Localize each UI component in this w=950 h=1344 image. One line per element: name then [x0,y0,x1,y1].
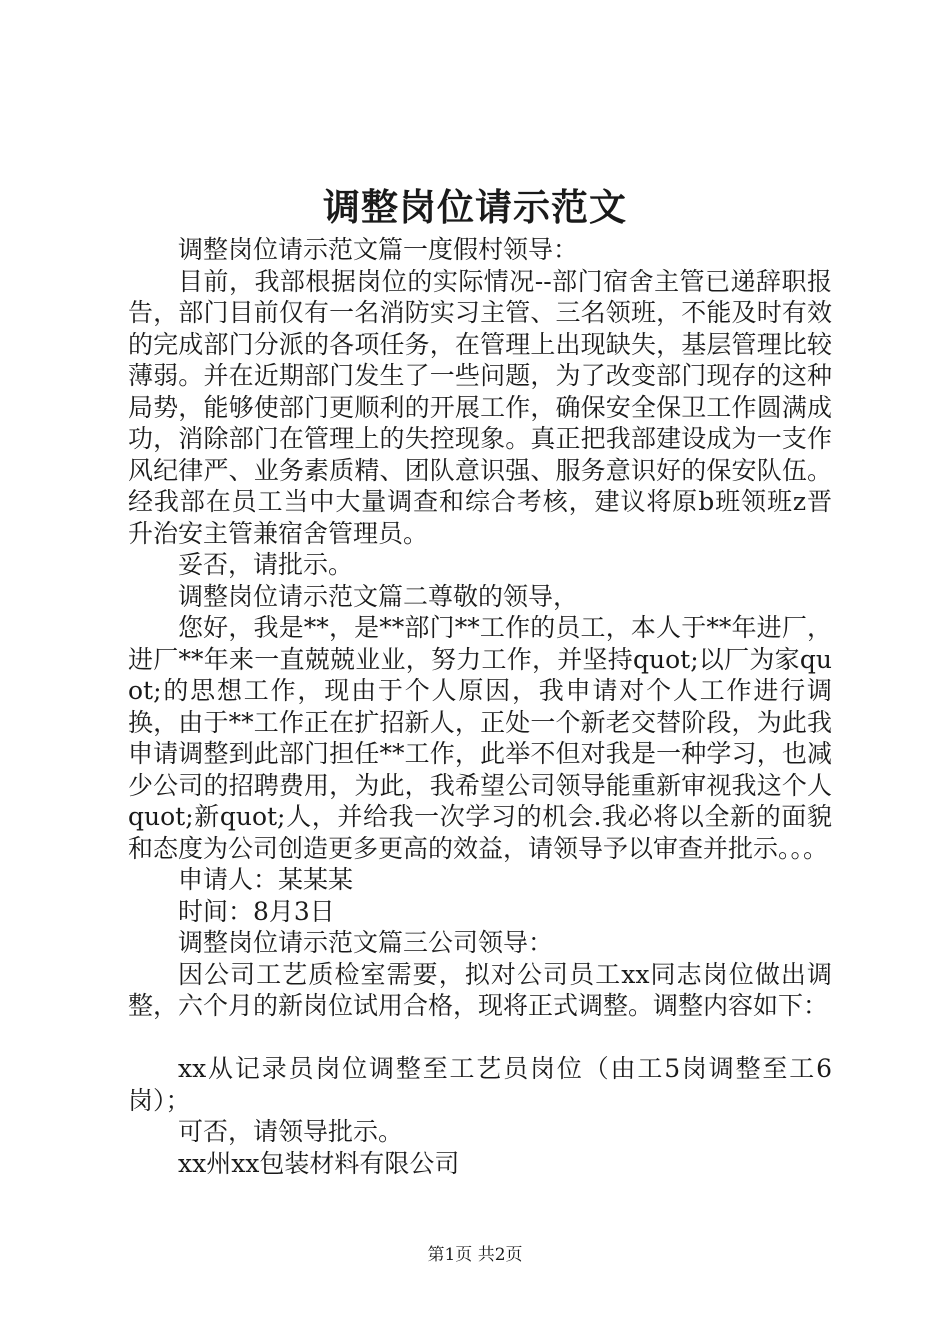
paragraph-greeting-3: 调整岗位请示范文篇三公司领导： [178,928,554,957]
paragraph-company: xx州xx包装材料有限公司 [178,1148,460,1178]
paragraph-adjustment: xx从记录员岗位调整至工艺员岗位（由工5岗调整至工6岗）； [128,1054,832,1115]
paragraph-greeting-2: 调整岗位请示范文篇二尊敬的领导， [178,581,579,611]
page-footer: 第1页 共2页 [427,1245,523,1265]
paragraph-request-3: 可否，请领导批示。 [178,1117,404,1146]
document-title: 调整岗位请示范文 [323,185,627,229]
paragraph-request-1: 妥否，请批示。 [178,550,354,579]
paragraph-body-3: 因公司工艺质检室需要，拟对公司员工xx同志岗位做出调整，六个月的新岗位试用合格，现将正式调整。调整内容如下： [128,959,832,1020]
document-body [128,234,832,1179]
paragraph-body-1: 目前，我部根据岗位的实际情况--部门宿舍主管已递辞职报告，部门目前仅有一名消防实习主管、三名领班，不能及时有效的完成部门分派的各项任务，在管理上出现缺失，基层管理比较薄弱。并在近期部门发生了一些问题，为了改变部门现存的这种局势，能够使部门更顺利的开展工作，确保安全保卫工作圆满成功，消除部门在管理上的失控现象。真正把我部建设成为一支作风纪律严、业务素质精、团队意识强、服务意识好的保安队伍。经我部在员工当中大量调查和综合考核，建议将原b班领班z晋升治安主管兼宿舍管理员。 [128,266,832,548]
paragraph-greeting-1: 调整岗位请示范文篇一度假村领导： [178,235,579,264]
paragraph-date: 时间：8月3日 [178,896,335,926]
paragraph-body-2: 您好，我是**，是**部门**工作的员工，本人于**年进厂，进厂**年来一直兢兢业业，努力工作，并坚持quot;以厂为家quot;的思想工作，现由于个人原因，我申请对个人工作进行调换，由于**工作正在扩招新人，正处一个新老交替阶段，为此我申请调整到此部门担任**工作，此举不但对我是一种学习，也减少公司的招聘费用，为此，我希望公司领导能重新审视我这个人quot;新quot;人，并给我一次学习的机会.我必将以全新的面貌和态度为公司创造更多更高的效益，请领导予以审查并批示。。。 [128,613,832,863]
paragraph-applicant: 申请人：某某某 [178,865,354,894]
